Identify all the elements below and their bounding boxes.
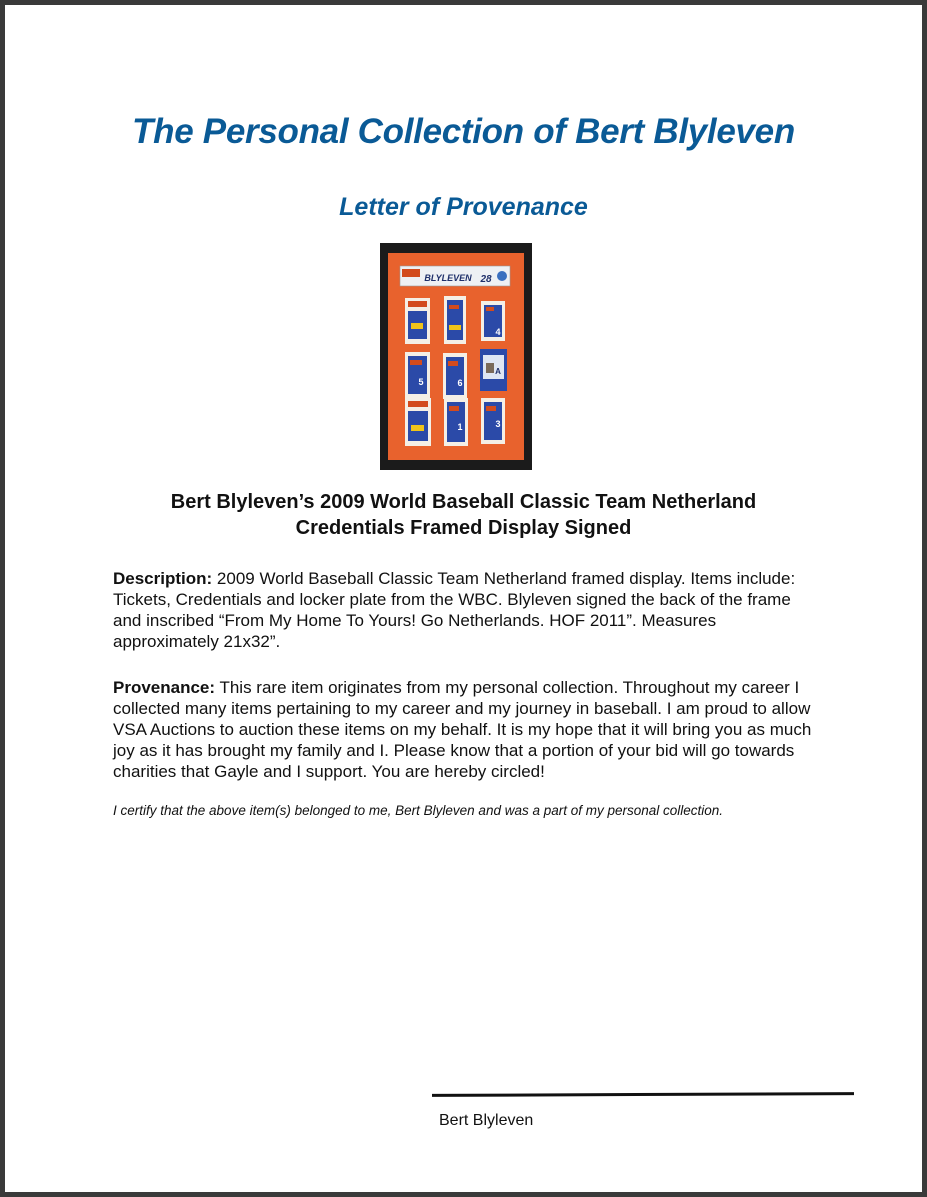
svg-text:3: 3 xyxy=(495,419,501,429)
signature-name: Bert Blyleven xyxy=(439,1112,534,1129)
description-label: Description: xyxy=(113,569,213,588)
item-title-line1: Bert Blyleven’s 2009 World Baseball Classic Team Netherland xyxy=(170,491,757,513)
svg-text:1: 1 xyxy=(457,422,463,432)
description-text: 2009 World Baseball Classic Team Netherland framed display. Items include: Tickets, Credentials and locker plate from the WBC. Blyleven signed the back of the frame and inscribed “From My Home To Yours! Go Netherlands. HOF 2011”. Measures approximately 21x32”. xyxy=(113,569,796,651)
nameplate-name: BLYLEVEN xyxy=(424,273,472,283)
description-paragraph xyxy=(113,568,823,652)
document-title: The Personal Collection of Bert Blyleven xyxy=(132,112,795,151)
ticket-r1c2 xyxy=(444,296,466,344)
nameplate-number: 28 xyxy=(480,274,492,285)
provenance-label: Provenance: xyxy=(113,678,216,697)
nameplate-emblem xyxy=(497,271,507,281)
svg-text:6: 6 xyxy=(457,378,463,388)
credential-r2c3 xyxy=(480,349,507,391)
item-title xyxy=(0,489,927,541)
nameplate-logo xyxy=(402,269,420,277)
ticket-r3c3 xyxy=(481,398,505,444)
framed-display-photo xyxy=(380,243,532,470)
svg-text:4: 4 xyxy=(495,327,501,337)
ticket-r3c2 xyxy=(444,398,468,446)
provenance-text: This rare item originates from my personal collection. Throughout my career I collected many items pertaining to my career and my journey in baseball. I am proud to allow VSA Auctions to auction these items on my behalf. It is my hope that it will bring you as much joy as it has brought my family and I. Please know that a portion of your bid will go towards charities that Gayle and I support. You are hereby circled! xyxy=(113,678,812,781)
svg-text:5: 5 xyxy=(418,377,424,387)
item-title-line2: Credentials Framed Display Signed xyxy=(295,517,632,539)
document-subtitle: Letter of Provenance xyxy=(339,193,588,221)
ticket-r1c3 xyxy=(481,301,505,341)
svg-text:A: A xyxy=(495,367,501,376)
certification-statement: I certify that the above item(s) belonged to me, Bert Blyleven and was a part of my personal collection. xyxy=(113,803,724,818)
ticket-r3c1 xyxy=(405,398,431,446)
ticket-r1c1 xyxy=(405,298,430,344)
ticket-r2c2 xyxy=(443,353,467,399)
ticket-r2c1 xyxy=(405,352,430,398)
provenance-paragraph xyxy=(113,677,823,782)
